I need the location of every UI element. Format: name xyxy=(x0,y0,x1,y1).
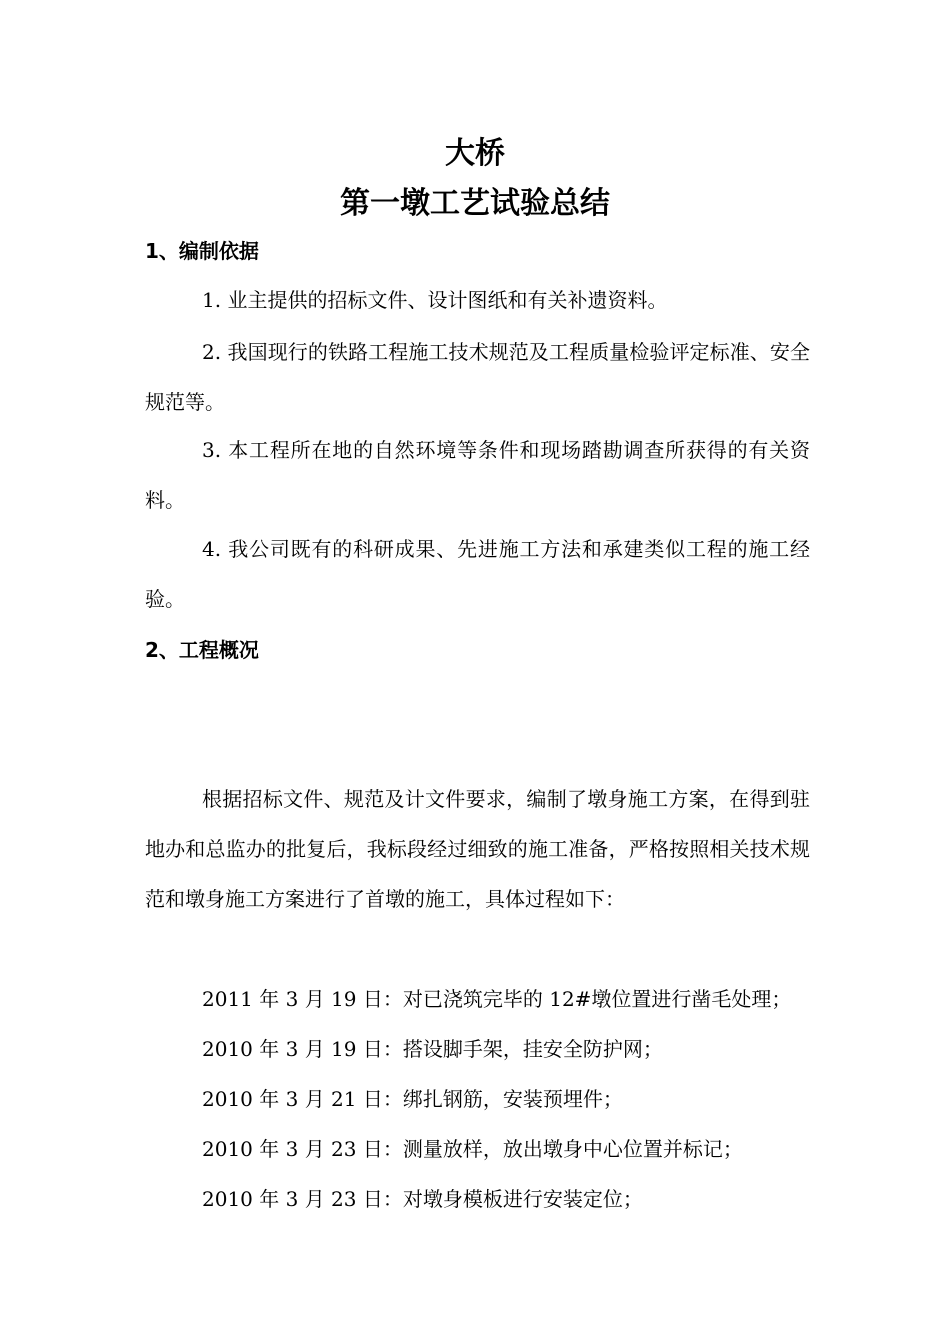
section-2-heading: 2、工程概况 xyxy=(145,638,259,662)
section-1-heading: 1、编制依据 xyxy=(145,239,259,263)
timeline-entry: 2010 年 3 月 19 日：搭设脚手架，挂安全防护网； xyxy=(202,1037,663,1061)
section-1-item-2: 2. 我国现行的铁路工程施工技术规范及工程质量检验评定标准、安全规范等。 xyxy=(145,340,810,414)
section-1-item-1: 1. 业主提供的招标文件、设计图纸和有关补遗资料。 xyxy=(202,288,668,312)
section-2-intro: 根据招标文件、规范及计文件要求，编制了墩身施工方案，在得到驻地办和总监办的批复后，我标段经过细致的施工准备，严格按照相关技术规范和墩身施工方案进行了首墩的施工，具体过程如下： xyxy=(145,787,810,911)
timeline-entry: 2010 年 3 月 23 日：测量放样，放出墩身中心位置并标记； xyxy=(202,1137,743,1161)
timeline-entry: 2011 年 3 月 19 日：对已浇筑完毕的 12#墩位置进行凿毛处理； xyxy=(202,987,792,1011)
construction-timeline xyxy=(202,974,791,1224)
timeline-entry: 2010 年 3 月 21 日：绑扎钢筋，安装预埋件； xyxy=(202,1087,623,1111)
section-1-item-3: 3. 本工程所在地的自然环境等条件和现场踏勘调查所获得的有关资料。 xyxy=(145,438,810,512)
timeline-entry: 2010 年 3 月 23 日：对墩身模板进行安装定位； xyxy=(202,1187,643,1211)
document-title-line-1: 大桥 xyxy=(445,136,505,171)
section-1-item-4: 4. 我公司既有的科研成果、先进施工方法和承建类似工程的施工经验。 xyxy=(145,537,810,611)
document-title-line-2: 第一墩工艺试验总结 xyxy=(340,186,610,221)
